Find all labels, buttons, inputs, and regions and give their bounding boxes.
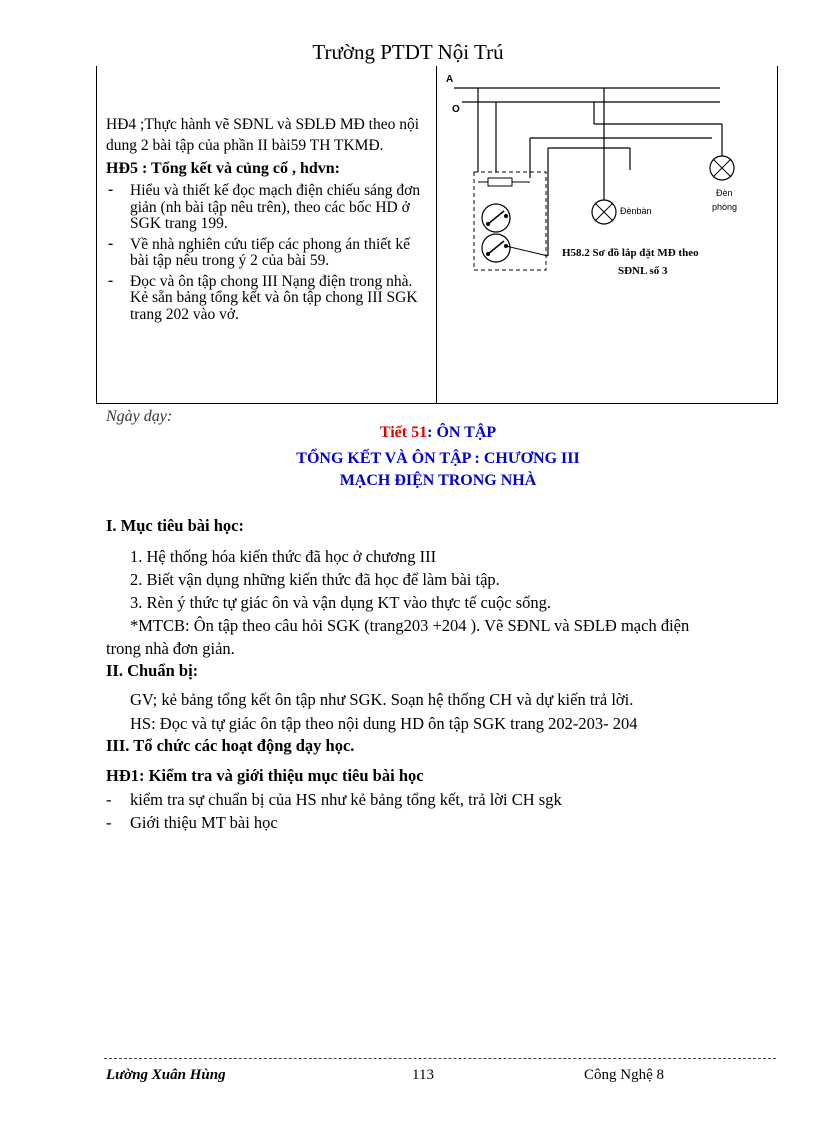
wire-a-label: A: [446, 74, 454, 85]
dash-mark: -: [106, 790, 112, 809]
room-lamp-label-2: phòng: [712, 202, 738, 212]
diagram-caption-2: SĐNL số 3: [618, 265, 668, 277]
footer-author: Lường Xuân Hùng: [106, 1067, 226, 1083]
topic-label: : ÔN TẬP: [427, 424, 497, 441]
hd5-list: [106, 183, 428, 323]
wiring-diagram: [440, 68, 776, 300]
list-item: kiểm tra sự chuẩn bị của HS như kẻ bảng tổng kết, trả lời CH sgk: [130, 790, 562, 809]
footer-divider: [104, 1058, 776, 1059]
lesson-subtitle: TỔNG KẾT VÀ ÔN TẬP : CHƯƠNG III: [296, 450, 580, 467]
date-label: Ngày dạy:: [106, 408, 173, 425]
diagram-caption-1: H58.2 Sơ đồ lắp đặt MĐ theo: [562, 247, 699, 259]
teacher-prep: GV; kẻ bảng tổng kết ôn tập như SGK. Soạn hệ thống CH và dự kiến trả lời.: [130, 690, 634, 709]
hd1-heading: HĐ1: Kiểm tra và giới thiệu mục tiêu bài học: [106, 766, 424, 785]
objectives-heading: I. Mục tiêu bài học:: [106, 516, 244, 535]
objective-item: 3. Rèn ý thức tự giác ôn và vận dụng KT vào thực tế cuộc sống.: [130, 593, 552, 612]
hd5-heading: HĐ5 : Tổng kết và củng cố , hdvn:: [106, 160, 340, 177]
list-item: Giới thiệu MT bài học: [130, 813, 278, 832]
room-lamp-label-1: Đèn: [716, 188, 733, 198]
list-item: - Về nhà nghiên cứu tiếp các phong án thiết kế bài tập nêu trong ý 2 của bài 59.: [106, 237, 428, 270]
mtcb-line-2: trong nhà đơn giản.: [106, 639, 235, 658]
activities-heading: III. Tổ chức các hoạt động dạy học.: [106, 736, 355, 755]
lesson-subtitle-2: MẠCH ĐIỆN TRONG NHÀ: [339, 472, 537, 489]
table-lamp-label: Đènbàn: [620, 206, 652, 216]
list-item: - Đọc và ôn tập chong III Nạng điện trong nhà. Kẻ sẵn bảng tổng kết và ôn tập chong III SGK trang 202 vào vở.: [106, 274, 428, 324]
table-column-divider: [436, 66, 437, 404]
objective-item: 2. Biết vận dụng những kiến thức đã học để làm bài tập.: [130, 570, 500, 589]
school-header: Trường PTDT Nội Trú: [312, 40, 504, 64]
fuse-icon: [488, 178, 512, 186]
student-prep: HS: Đọc và tự giác ôn tập theo nội dung HD ôn tập SGK trang 202-203- 204: [130, 714, 638, 733]
hd4-text: HĐ4 ;Thực hành vẽ SĐNL và SĐLĐ MĐ theo nội dung 2 bài tập của phần II bài59 TH TKMĐ.: [106, 116, 420, 154]
footer-subject: Công Nghệ 8: [584, 1067, 664, 1083]
preparation-heading: II. Chuẩn bị:: [106, 661, 199, 680]
wire-o-label: O: [452, 104, 460, 115]
mtcb-line-1: *MTCB: Ôn tập theo câu hỏi SGK (trang203 +204 ). Vẽ SĐNL và SĐLĐ mạch điện: [130, 616, 690, 635]
lesson-title: [0, 424, 816, 442]
period-label: Tiết 51: [379, 424, 428, 441]
dash-mark: -: [106, 813, 112, 832]
objective-item: 1. Hệ thống hóa kiến thức đã học ở chương III: [130, 547, 437, 566]
table-left-cell: [106, 114, 428, 323]
list-item: - Hiểu và thiết kế đọc mạch điện chiếu sáng đơn giản (nh bài tập nêu trên), theo các bốc HD ở SGK trang 199.: [106, 183, 428, 233]
page-number: 113: [412, 1067, 434, 1083]
